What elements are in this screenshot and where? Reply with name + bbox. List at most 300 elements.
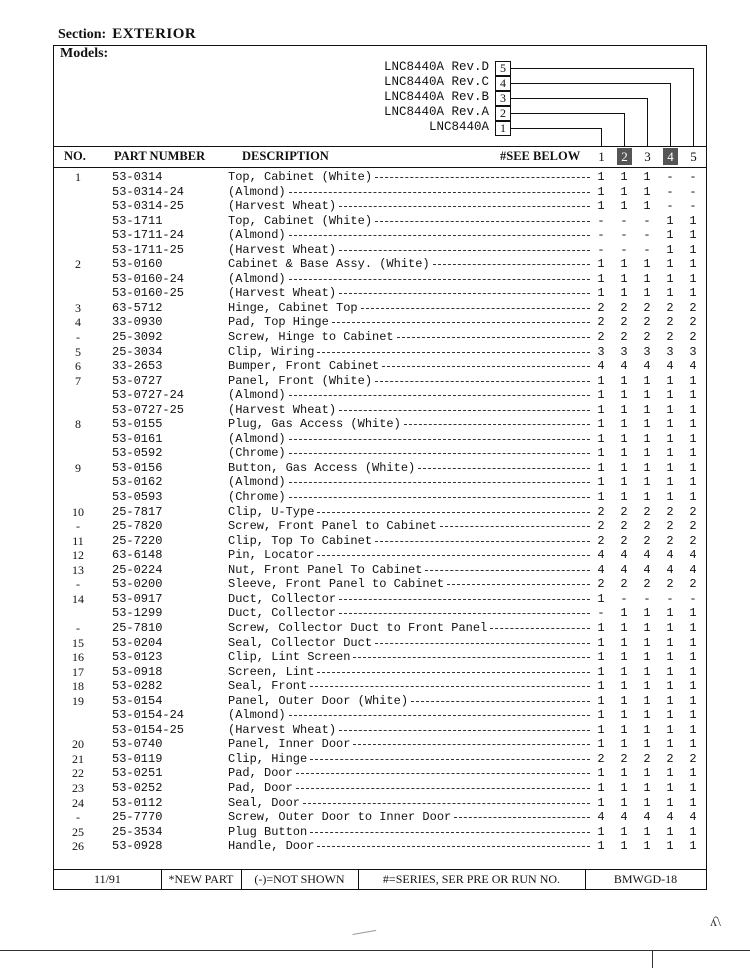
part-description: (Almond) — [228, 388, 286, 403]
item-number: 16 — [72, 650, 84, 665]
table-row — [54, 766, 706, 781]
qty-col-2: 2 — [620, 519, 628, 534]
model-leader-drop — [670, 83, 671, 146]
page-footer — [53, 869, 707, 890]
qty-col-1: 1 — [597, 708, 605, 723]
qty-col-1: 4 — [597, 562, 605, 577]
description-leader — [339, 410, 590, 411]
qty-col-1: 1 — [597, 824, 605, 839]
part-description: (Almond) — [228, 184, 286, 199]
qty-col-3: 1 — [643, 388, 651, 403]
item-number: 15 — [72, 635, 84, 650]
part-description: (Harvest Wheat) — [228, 286, 337, 301]
qty-col-2: 1 — [620, 431, 628, 446]
qty-col-2: 1 — [620, 635, 628, 650]
description-leader — [339, 613, 590, 614]
part-number: 53-0161 — [112, 431, 163, 446]
qty-col-3: 3 — [643, 344, 651, 359]
header-col-2: 2 — [617, 148, 632, 165]
qty-col-5: 1 — [689, 242, 697, 257]
qty-col-1: 1 — [597, 402, 605, 417]
qty-col-4: 1 — [666, 650, 674, 665]
qty-col-5: 1 — [689, 664, 697, 679]
part-description: Sleeve, Front Panel to Cabinet — [228, 577, 445, 592]
table-row — [54, 825, 706, 840]
qty-col-1: 1 — [597, 679, 605, 694]
qty-col-2: 1 — [620, 271, 628, 286]
qty-col-3: 1 — [643, 693, 651, 708]
part-number: 25-7220 — [112, 533, 163, 548]
description-leader — [353, 744, 590, 745]
qty-col-3: 1 — [643, 199, 651, 214]
qty-col-1: 1 — [597, 839, 605, 854]
table-row — [54, 272, 706, 287]
qty-col-1: 2 — [597, 751, 605, 766]
description-leader — [454, 817, 590, 818]
part-description: Button, Gas Access (White) — [228, 460, 416, 475]
part-number: 53-1711-24 — [112, 228, 185, 243]
description-leader — [289, 235, 590, 236]
qty-col-3: 1 — [643, 780, 651, 795]
table-row — [54, 665, 706, 680]
qty-col-1: 2 — [597, 519, 605, 534]
model-leader-drop — [647, 98, 648, 146]
part-description: Seal, Collector Duct — [228, 635, 373, 650]
qty-col-2: - — [620, 242, 628, 257]
qty-col-3: 1 — [643, 606, 651, 621]
qty-col-3: 1 — [643, 170, 651, 184]
qty-col-5: 1 — [689, 679, 697, 694]
qty-col-2: 1 — [620, 824, 628, 839]
qty-col-2: 1 — [620, 708, 628, 723]
qty-col-2: 1 — [620, 417, 628, 432]
qty-col-4: 1 — [666, 780, 674, 795]
qty-col-4: 2 — [666, 577, 674, 592]
item-number: - — [76, 330, 80, 345]
table-row — [54, 737, 706, 752]
table-row — [54, 374, 706, 389]
model-label: LNC8440A Rev.B — [383, 90, 489, 104]
qty-col-2: 4 — [620, 548, 628, 563]
qty-col-5: 1 — [689, 824, 697, 839]
part-number: 53-1711 — [112, 213, 163, 228]
qty-col-1: - — [597, 242, 605, 257]
qty-col-4: 1 — [666, 606, 674, 621]
qty-col-3: - — [643, 213, 651, 228]
description-leader — [339, 730, 590, 731]
qty-col-4: 1 — [666, 795, 674, 810]
qty-col-3: 1 — [643, 257, 651, 272]
description-leader — [317, 846, 590, 847]
qty-col-4: 1 — [666, 664, 674, 679]
table-row — [54, 446, 706, 461]
description-leader — [317, 512, 590, 513]
part-description: Top, Cabinet (White) — [228, 170, 373, 184]
qty-col-5: 1 — [689, 737, 697, 752]
description-leader — [310, 759, 590, 760]
qty-col-2: - — [620, 591, 628, 606]
qty-col-2: 4 — [620, 562, 628, 577]
qty-col-3: 1 — [643, 402, 651, 417]
table-row — [54, 679, 706, 694]
item-number: - — [76, 620, 80, 635]
qty-col-4: 1 — [666, 635, 674, 650]
qty-col-1: 4 — [597, 548, 605, 563]
description-leader — [317, 555, 590, 556]
qty-col-3: 4 — [643, 562, 651, 577]
qty-col-3: 1 — [643, 271, 651, 286]
qty-col-2: 2 — [620, 315, 628, 330]
qty-col-3: 1 — [643, 722, 651, 737]
part-description: Duct, Collector — [228, 606, 337, 621]
part-number: 53-0251 — [112, 766, 163, 781]
section-label: Section: — [58, 27, 107, 42]
qty-col-3: 2 — [643, 519, 651, 534]
table-row — [54, 781, 706, 796]
qty-col-5: 1 — [689, 839, 697, 854]
part-number: 53-0593 — [112, 490, 163, 505]
qty-col-5: 1 — [689, 490, 697, 505]
description-leader — [339, 293, 590, 294]
qty-col-4: 1 — [666, 737, 674, 752]
section-heading — [58, 26, 196, 43]
description-leader — [382, 366, 590, 367]
header-no: NO. — [64, 149, 86, 163]
qty-col-2: 1 — [620, 170, 628, 184]
part-description: Duct, Collector — [228, 591, 337, 606]
table-row — [54, 403, 706, 418]
table-row — [54, 199, 706, 214]
part-number: 53-0918 — [112, 664, 163, 679]
part-number: 33-0930 — [112, 315, 163, 330]
model-leader-drop — [693, 68, 694, 146]
item-number: 21 — [72, 751, 84, 766]
qty-col-5: 1 — [689, 650, 697, 665]
qty-col-5: 2 — [689, 751, 697, 766]
footer-not-shown: (-)=NOT SHOWN — [241, 869, 359, 889]
part-number: 33-2653 — [112, 359, 163, 374]
table-row — [54, 388, 706, 403]
item-number: 17 — [72, 664, 84, 679]
header-col-5: 5 — [690, 149, 697, 164]
part-number: 53-0252 — [112, 780, 163, 795]
part-description: (Almond) — [228, 228, 286, 243]
qty-col-4: 1 — [666, 679, 674, 694]
part-description: Pin, Locator — [228, 548, 315, 563]
qty-col-4: 1 — [666, 708, 674, 723]
part-number: 53-0162 — [112, 475, 163, 490]
qty-col-5: 2 — [689, 300, 697, 315]
item-number: 14 — [72, 591, 84, 606]
table-row — [54, 723, 706, 738]
description-leader — [339, 206, 590, 207]
item-number: 19 — [72, 693, 84, 708]
table-row — [54, 461, 706, 476]
parts-table-body — [54, 170, 706, 854]
part-description: Screw, Hinge to Cabinet — [228, 330, 394, 345]
qty-col-4: 1 — [666, 620, 674, 635]
item-number: 8 — [75, 417, 81, 432]
qty-col-4: 1 — [666, 257, 674, 272]
qty-col-3: 1 — [643, 475, 651, 490]
qty-col-5: 4 — [689, 810, 697, 825]
qty-col-1: 1 — [597, 271, 605, 286]
qty-col-4: 3 — [666, 344, 674, 359]
description-leader — [397, 337, 590, 338]
qty-col-1: 1 — [597, 286, 605, 301]
description-leader — [317, 352, 590, 353]
qty-col-4: 4 — [666, 810, 674, 825]
part-number: 53-0928 — [112, 839, 163, 854]
qty-col-5: 1 — [689, 373, 697, 388]
part-description: (Harvest Wheat) — [228, 402, 337, 417]
qty-col-2: 2 — [620, 330, 628, 345]
qty-col-5: 1 — [689, 693, 697, 708]
qty-col-4: - — [666, 170, 674, 184]
table-row — [54, 563, 706, 578]
qty-col-3: 1 — [643, 635, 651, 650]
model-leader-line — [511, 128, 601, 129]
part-number: 53-0119 — [112, 751, 163, 766]
item-number: 2 — [75, 257, 81, 272]
model-column-box: 4 — [495, 76, 511, 91]
description-leader — [289, 395, 590, 396]
qty-col-4: 1 — [666, 242, 674, 257]
part-description: Plug, Gas Access (White) — [228, 417, 401, 432]
part-description: Pad, Door — [228, 780, 293, 795]
table-row — [54, 650, 706, 665]
table-row — [54, 432, 706, 447]
qty-col-3: 1 — [643, 620, 651, 635]
table-row — [54, 315, 706, 330]
qty-col-3: 2 — [643, 300, 651, 315]
qty-col-3: 1 — [643, 766, 651, 781]
qty-col-1: 1 — [597, 431, 605, 446]
part-number: 53-0314-24 — [112, 184, 185, 199]
model-leader-line — [511, 83, 670, 84]
qty-col-5: 1 — [689, 780, 697, 795]
qty-col-1: 2 — [597, 300, 605, 315]
part-description: (Harvest Wheat) — [228, 242, 337, 257]
table-row — [54, 810, 706, 825]
model-column-box: 2 — [495, 106, 511, 121]
part-number: 53-0740 — [112, 737, 163, 752]
item-number: 18 — [72, 679, 84, 694]
qty-col-2: 1 — [620, 606, 628, 621]
qty-col-1: 1 — [597, 737, 605, 752]
item-number: 4 — [75, 315, 81, 330]
qty-col-5: 1 — [689, 388, 697, 403]
qty-col-2: 2 — [620, 751, 628, 766]
qty-col-5: 2 — [689, 330, 697, 345]
qty-col-2: 1 — [620, 839, 628, 854]
qty-col-3: 1 — [643, 373, 651, 388]
table-row — [54, 548, 706, 563]
qty-col-1: 2 — [597, 577, 605, 592]
description-leader — [296, 788, 590, 789]
part-description: Clip, Wiring — [228, 344, 315, 359]
footer-code: BMWGD-18 — [613, 872, 678, 886]
part-number: 53-0155 — [112, 417, 163, 432]
item-number: - — [76, 810, 80, 825]
item-number: 5 — [75, 344, 81, 359]
qty-col-1: 1 — [597, 446, 605, 461]
qty-col-4: 1 — [666, 286, 674, 301]
item-number: 10 — [72, 504, 84, 519]
qty-col-1: 4 — [597, 810, 605, 825]
qty-col-3: 4 — [643, 359, 651, 374]
model-label: LNC8440A Rev.D — [383, 60, 489, 74]
qty-col-4: 1 — [666, 213, 674, 228]
qty-col-2: 1 — [620, 257, 628, 272]
part-description: Nut, Front Panel To Cabinet — [228, 562, 423, 577]
table-row — [54, 534, 706, 549]
item-number: 24 — [72, 795, 84, 810]
header-see-below: #SEE BELOW — [500, 149, 581, 163]
description-leader — [339, 599, 590, 600]
qty-col-4: 1 — [666, 766, 674, 781]
models-label: Models: — [60, 46, 109, 61]
part-number: 53-0314-25 — [112, 199, 185, 214]
footer-new-part: *NEW PART — [161, 869, 242, 889]
table-row — [54, 286, 706, 301]
qty-col-4: 1 — [666, 693, 674, 708]
qty-col-3: 1 — [643, 824, 651, 839]
description-leader — [418, 468, 590, 469]
description-leader — [447, 584, 590, 585]
qty-col-5: 1 — [689, 213, 697, 228]
qty-col-1: 1 — [597, 693, 605, 708]
item-number: 7 — [75, 373, 81, 388]
description-leader — [289, 482, 590, 483]
qty-col-3: - — [643, 591, 651, 606]
qty-col-5: 1 — [689, 708, 697, 723]
table-row — [54, 417, 706, 432]
qty-col-2: 1 — [620, 388, 628, 403]
item-number: 6 — [75, 359, 81, 374]
table-row — [54, 243, 706, 258]
description-leader — [433, 264, 590, 265]
description-leader — [404, 424, 590, 425]
qty-col-1: 1 — [597, 620, 605, 635]
table-row — [54, 257, 706, 272]
qty-col-3: 2 — [643, 533, 651, 548]
table-row — [54, 606, 706, 621]
qty-col-3: 2 — [643, 577, 651, 592]
part-number: 53-1299 — [112, 606, 163, 621]
qty-col-3: 2 — [643, 751, 651, 766]
part-number: 53-0112 — [112, 795, 163, 810]
description-leader — [353, 657, 590, 658]
part-description: Panel, Front (White) — [228, 373, 373, 388]
description-leader — [375, 221, 590, 222]
qty-col-1: 1 — [597, 475, 605, 490]
qty-col-3: 1 — [643, 417, 651, 432]
part-description: Seal, Front — [228, 679, 308, 694]
model-leader-line — [511, 113, 624, 114]
qty-col-5: 2 — [689, 315, 697, 330]
qty-col-5: 1 — [689, 766, 697, 781]
model-leader-line — [511, 98, 647, 99]
qty-col-3: 1 — [643, 446, 651, 461]
part-number: 53-0314 — [112, 170, 163, 184]
qty-col-1: 1 — [597, 766, 605, 781]
qty-col-3: 1 — [643, 490, 651, 505]
item-number: 26 — [72, 839, 84, 854]
qty-col-1: 4 — [597, 359, 605, 374]
qty-col-3: 1 — [643, 664, 651, 679]
part-description: Pad, Top Hinge — [228, 315, 329, 330]
part-number: 63-6148 — [112, 548, 163, 563]
qty-col-5: 4 — [689, 548, 697, 563]
table-row — [54, 330, 706, 345]
qty-col-2: - — [620, 213, 628, 228]
description-leader — [339, 250, 590, 251]
description-leader — [289, 192, 590, 193]
description-leader — [317, 672, 590, 673]
item-number: - — [76, 519, 80, 534]
qty-col-5: 1 — [689, 722, 697, 737]
qty-col-5: 1 — [689, 402, 697, 417]
table-row — [54, 228, 706, 243]
part-number: 53-0154-25 — [112, 722, 185, 737]
qty-col-4: 1 — [666, 490, 674, 505]
table-row — [54, 694, 706, 709]
part-description: (Chrome) — [228, 490, 286, 505]
qty-col-3: 1 — [643, 184, 651, 199]
qty-col-3: 1 — [643, 286, 651, 301]
qty-col-1: 1 — [597, 722, 605, 737]
scan-edge-line — [0, 950, 750, 951]
qty-col-3: - — [643, 242, 651, 257]
description-leader — [425, 570, 590, 571]
table-row — [54, 636, 706, 651]
qty-col-4: 2 — [666, 519, 674, 534]
part-description: Bumper, Front Cabinet — [228, 359, 380, 374]
qty-col-4: 1 — [666, 228, 674, 243]
part-number: 25-7820 — [112, 519, 163, 534]
model-label: LNC8440A Rev.A — [383, 105, 489, 119]
qty-col-1: 1 — [597, 460, 605, 475]
part-number: 53-0160 — [112, 257, 163, 272]
qty-col-5: 1 — [689, 286, 697, 301]
qty-col-4: 1 — [666, 388, 674, 403]
qty-col-3: 1 — [643, 431, 651, 446]
qty-col-1: 1 — [597, 417, 605, 432]
description-leader — [289, 497, 590, 498]
part-number: 53-0592 — [112, 446, 163, 461]
description-leader — [303, 803, 590, 804]
model-leader-drop — [601, 128, 602, 146]
qty-col-5: 1 — [689, 446, 697, 461]
header-col-3: 3 — [644, 149, 651, 164]
qty-col-1: 1 — [597, 664, 605, 679]
model-column-box: 1 — [495, 121, 511, 136]
qty-col-2: 2 — [620, 577, 628, 592]
qty-col-2: 1 — [620, 402, 628, 417]
description-leader — [289, 439, 590, 440]
qty-col-1: 1 — [597, 635, 605, 650]
qty-col-1: 2 — [597, 330, 605, 345]
part-description: (Almond) — [228, 708, 286, 723]
qty-col-1: 3 — [597, 344, 605, 359]
qty-col-4: 2 — [666, 533, 674, 548]
part-description: Screw, Front Panel to Cabinet — [228, 519, 437, 534]
qty-col-1: 2 — [597, 504, 605, 519]
description-leader — [411, 701, 590, 702]
qty-col-2: 1 — [620, 664, 628, 679]
qty-col-1: - — [597, 213, 605, 228]
